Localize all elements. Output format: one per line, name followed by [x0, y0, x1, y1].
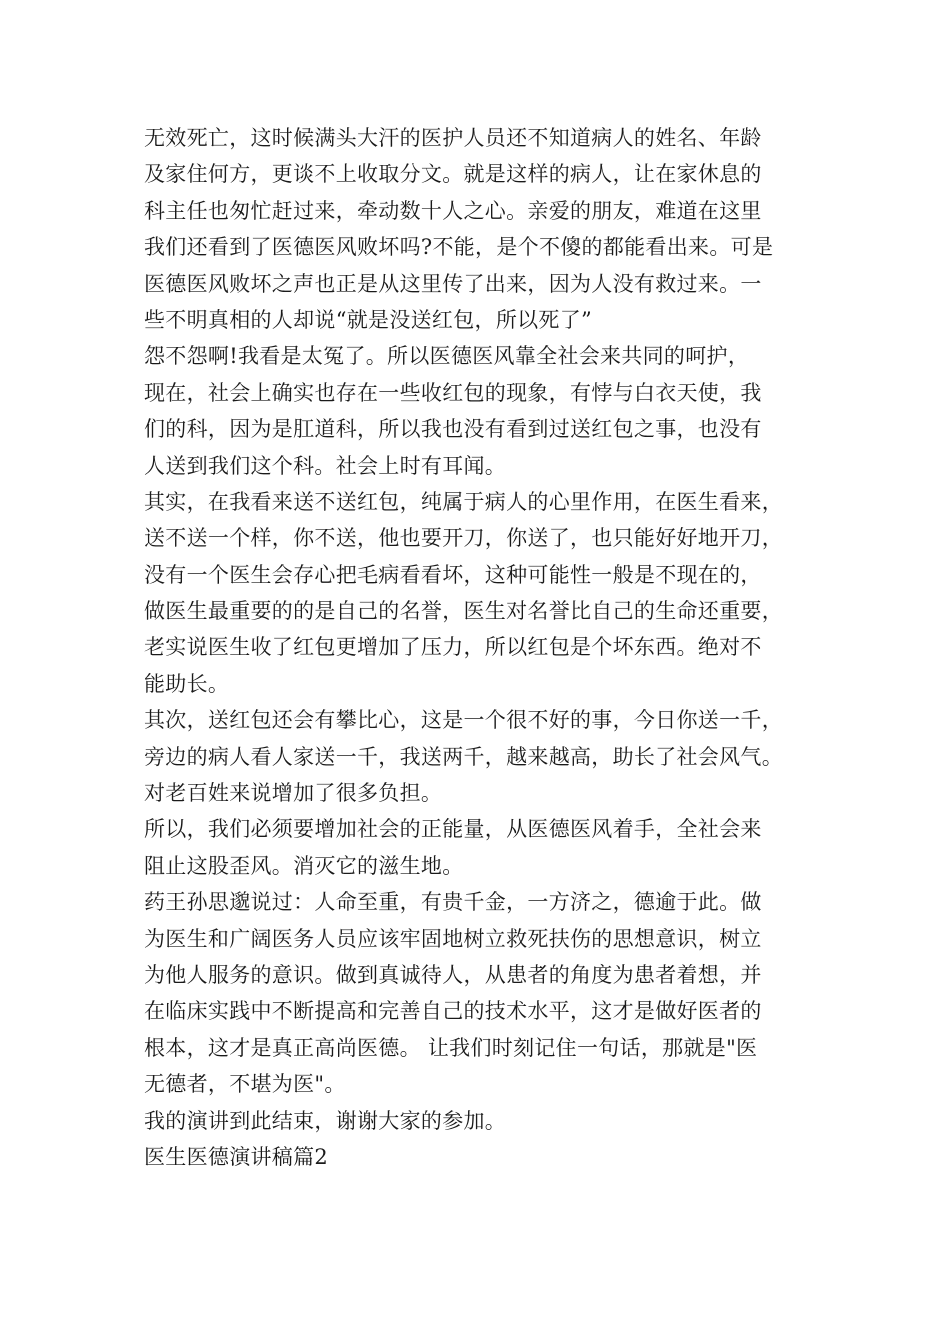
- text-line: 旁边的病人看人家送一千，我送两千，越来越高，助长了社会风气。: [144, 744, 783, 769]
- text-line: 在临床实践中不断提高和完善自己的技术水平，这才是做好医者的: [144, 999, 762, 1024]
- text-line: 其实，在我看来送不送红包，纯属于病人的心里作用，在医生看来，: [144, 489, 783, 514]
- section-heading: 医生医德演讲稿篇2: [144, 1144, 329, 1169]
- text-line: 没有一个医生会存心把毛病看看坏，这种可能性一般是不现在的，: [144, 562, 762, 587]
- text-line: 为他人服务的意识。做到真诚待人，从患者的角度为患者着想，并: [144, 962, 762, 987]
- text-line: 送不送一个样，你不送，他也要开刀，你送了，也只能好好地开刀，: [144, 526, 783, 551]
- text-line: 为医生和广阔医务人员应该牢固地树立救死扶伤的思想意识，树立: [144, 926, 762, 951]
- text-line: 些不明真相的人却说“就是没送红包，所以死了”: [144, 307, 593, 332]
- text-line: 根本，这才是真正高尚医德。 让我们时刻记住一句话，那就是"医: [144, 1035, 758, 1060]
- text-line: 无效死亡，这时候满头大汗的医护人员还不知道病人的姓名、年龄: [144, 126, 762, 150]
- text-line: 所以，我们必须要增加社会的正能量，从医德医风着手，全社会来: [144, 817, 762, 842]
- text-line: 我们还看到了医德医风败坏吗?不能，是个不傻的都能看出来。可是: [144, 235, 774, 260]
- text-line: 及家住何方，更谈不上收取分文。就是这样的病人，让在家休息的: [144, 162, 762, 187]
- text-line: 医德医风败坏之声也正是从这里传了出来，因为人没有救过来。一: [144, 271, 762, 296]
- text-line: 做医生最重要的的是自己的名誉，医生对名誉比自己的生命还重要，: [144, 599, 783, 624]
- text-line: 无德者，不堪为医"。: [144, 1072, 346, 1097]
- text-line: 阻止这股歪风。消灭它的滋生地。: [144, 853, 464, 878]
- text-line: 对老百姓来说增加了很多负担。: [144, 781, 443, 806]
- text-line: 药王孙思邈说过：人命至重，有贵千金，一方济之，德逾于此。做: [144, 890, 762, 915]
- text-line: 其次，送红包还会有攀比心，这是一个很不好的事，今日你送一千，: [144, 708, 783, 733]
- text-line: 能助长。: [144, 671, 230, 696]
- text-line: 科主任也匆忙赶过来，牵动数十人之心。亲爱的朋友，难道在这里: [144, 198, 762, 223]
- text-line: 现在，社会上确实也存在一些收红包的现象，有悖与白衣天使，我: [144, 380, 762, 405]
- text-line: 老实说医生收了红包更增加了压力，所以红包是个坏东西。绝对不: [144, 635, 762, 660]
- document-body: [144, 120, 824, 1175]
- text-line: 我的演讲到此结束，谢谢大家的参加。: [144, 1108, 507, 1133]
- text-line: 怨不怨啊!我看是太冤了。所以医德医风靠全社会来共同的呵护，: [144, 344, 750, 369]
- text-line: 人送到我们这个科。社会上时有耳闻。: [144, 453, 507, 478]
- text-line: 们的科，因为是肛道科，所以我也没有看到过送红包之事，也没有: [144, 417, 762, 442]
